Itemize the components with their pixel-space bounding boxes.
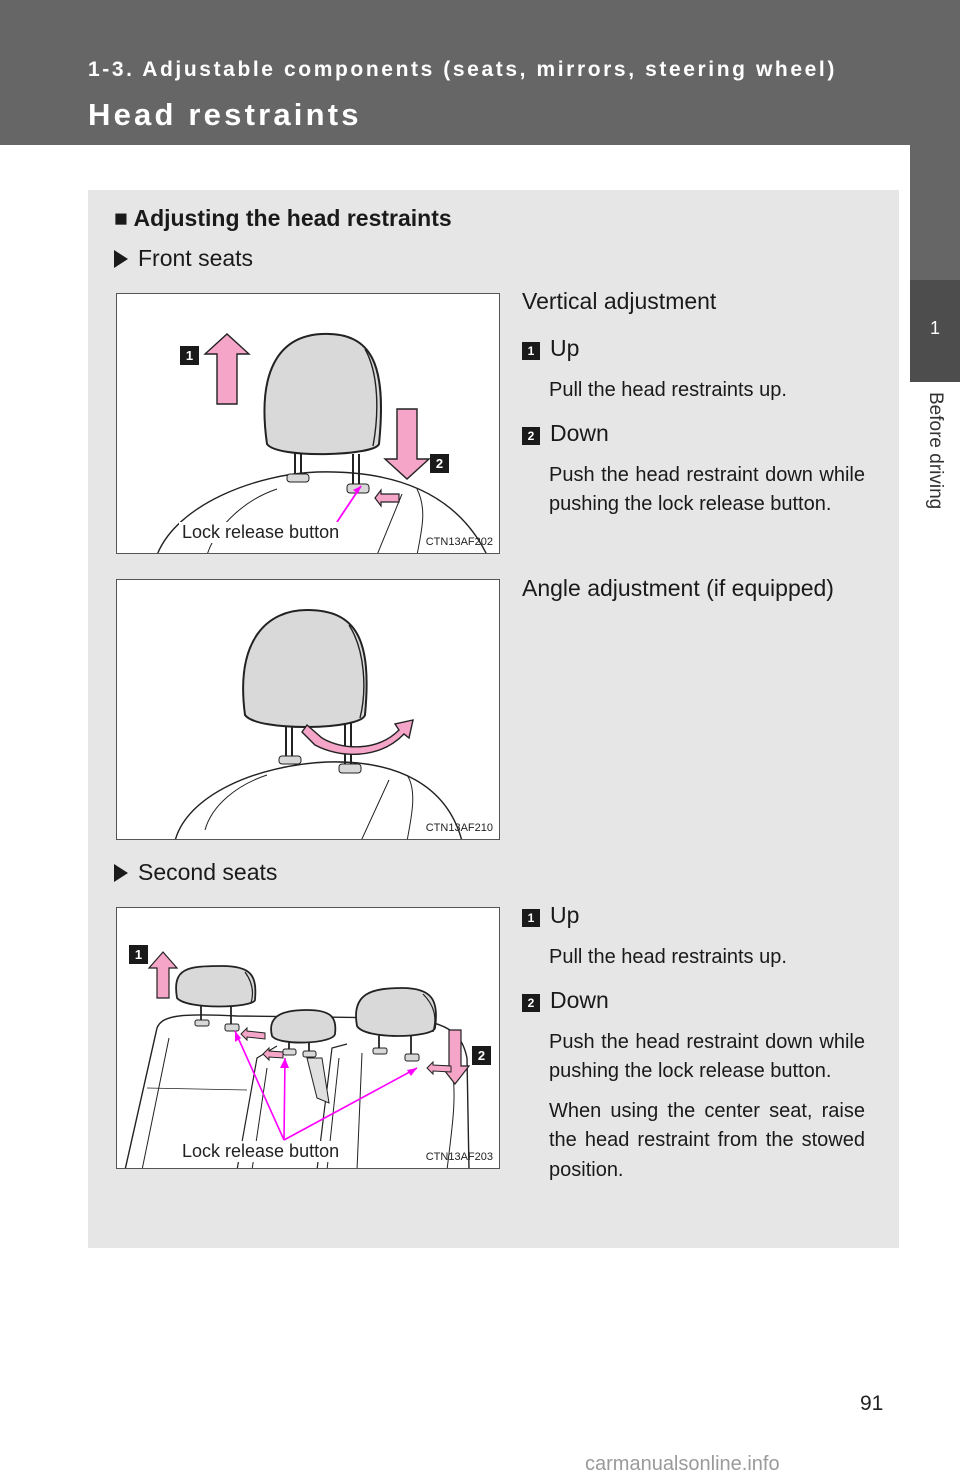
side-tab-lower (910, 382, 960, 1484)
front-angle-illustration (117, 580, 500, 840)
square-bullet-icon: ■ (114, 205, 128, 231)
figure-callout-2: 2 (435, 456, 444, 471)
triangle-bullet-icon (114, 864, 128, 882)
step-up-body: Pull the head restraints up. (549, 946, 787, 968)
triangle-bullet-icon (114, 250, 128, 268)
step-down-body: Push the head restraint down while pushing the lock release button. (549, 463, 865, 515)
step-badge-1: 1 (522, 909, 540, 927)
step-up-body: Pull the head restraints up. (549, 379, 787, 401)
second-seats-heading: Second seats (114, 859, 277, 886)
chapter-subtitle: 1-3. Adjustable components (seats, mirrors, steering wheel) (88, 58, 837, 81)
lock-release-label: Lock release button (179, 1141, 342, 1162)
figure-callout-2: 2 (477, 1048, 486, 1063)
second-seats-text (522, 902, 865, 1185)
watermark-link[interactable]: carmanualsonline.info (585, 1453, 780, 1475)
side-tab-top (910, 0, 960, 280)
figure-front-angle (116, 579, 500, 840)
figure-front-vertical (116, 293, 500, 554)
figure-code: CTN13AF202 (425, 536, 493, 548)
front-angle-text (522, 575, 865, 602)
angle-adjustment-heading: Angle adjustment (if equipped) (522, 575, 834, 601)
front-seats-heading: Front seats (114, 245, 253, 272)
figure-second-seats (116, 907, 500, 1169)
step-up: 1 Up (522, 902, 865, 929)
lock-release-label: Lock release button (179, 522, 342, 543)
step-badge-2: 2 (522, 994, 540, 1012)
step-badge-1: 1 (522, 342, 540, 360)
vertical-adjustment-heading: Vertical adjustment (522, 288, 717, 314)
chapter-tab-label: Before driving (925, 392, 946, 510)
chapter-tab-number: 1 (929, 318, 940, 338)
step-down-body: Push the head restraint down while pushing the lock release button. (549, 1030, 865, 1082)
step-badge-2: 2 (522, 427, 540, 445)
second-seats-illustration (117, 908, 500, 1169)
chapter-tab[interactable] (910, 280, 960, 382)
page-number: 91 (860, 1392, 884, 1415)
center-seat-note: When using the center seat, raise the head restraint from the stowed position. (549, 1099, 865, 1181)
figure-code: CTN13AF203 (425, 1151, 493, 1163)
step-down: 2 Down (522, 420, 865, 447)
figure-callout-1: 1 (134, 947, 143, 962)
front-vertical-illustration (117, 294, 500, 554)
step-down: 2 Down (522, 987, 865, 1014)
figure-code: CTN13AF210 (425, 822, 493, 834)
front-vertical-text (522, 288, 865, 520)
figure-callout-1: 1 (185, 348, 194, 363)
step-up: 1 Up (522, 335, 865, 362)
page-title: Head restraints (88, 97, 362, 132)
section-heading: ■ Adjusting the head restraints (114, 205, 452, 231)
